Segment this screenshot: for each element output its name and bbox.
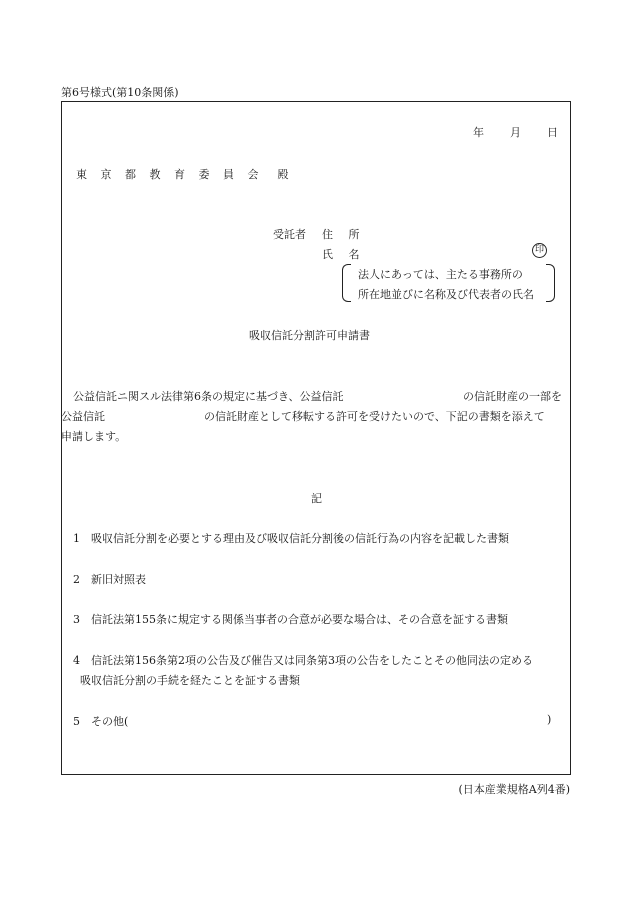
list-item-2: 2 新旧対照表 <box>73 573 146 586</box>
form-number-title: 第6号様式(第10条関係) <box>61 86 179 99</box>
addressee-org: 東 京 都 教 育 委 員 会 <box>76 168 264 181</box>
paper-standard-note: (日本産業規格A列4番) <box>458 783 570 796</box>
list-item-5: 5 その他( <box>73 715 129 728</box>
body-paragraph-line2a: 公益信託 <box>61 410 105 423</box>
day-label: 日 <box>547 126 558 139</box>
year-label: 年 <box>473 126 484 139</box>
list-item-1: 1 吸収信託分割を必要とする理由及び吸収信託分割後の信託行為の内容を記載した書類 <box>73 532 509 545</box>
list-item-4: 4 信託法第156条第2項の公告及び催告又は同条第3項の公告をしたことその他同法の定める <box>73 654 533 667</box>
right-bracket <box>546 264 555 302</box>
body-paragraph-line1b: の信託財産の一部を <box>463 390 562 403</box>
list-item-5-close-paren: ) <box>547 713 552 726</box>
list-item-4-continuation: 吸収信託分割の手続を経たことを証する書類 <box>80 674 300 687</box>
ki-heading: 記 <box>311 492 322 505</box>
left-bracket <box>342 264 351 302</box>
body-paragraph-line2b: の信託財産として移転する許可を受けたいので、下記の書類を添えて <box>204 410 545 423</box>
list-item-3: 3 信託法第155条に規定する関係当事者の合意が必要な場合は、その合意を証する書類 <box>73 613 508 626</box>
corporation-note-line1: 法人にあっては、主たる事務所の <box>358 268 523 281</box>
address-label: 住 所 <box>322 228 366 241</box>
document-title: 吸収信託分割許可申請書 <box>249 329 370 342</box>
month-label: 月 <box>510 126 521 139</box>
corporation-note-line2: 所在地並びに名称及び代表者の氏名 <box>358 288 534 301</box>
name-label: 氏 名 <box>322 248 366 261</box>
addressee-honorific: 殿 <box>277 168 294 181</box>
body-paragraph-line1a: 公益信託ニ関スル法律第6条の規定に基づき、公益信託 <box>73 390 344 403</box>
seal-mark: 印 <box>532 243 547 258</box>
addressee <box>76 166 293 182</box>
applicant-role: 受託者 <box>273 228 306 241</box>
body-paragraph-line3: 申請します。 <box>61 430 127 443</box>
date-line <box>473 124 558 140</box>
